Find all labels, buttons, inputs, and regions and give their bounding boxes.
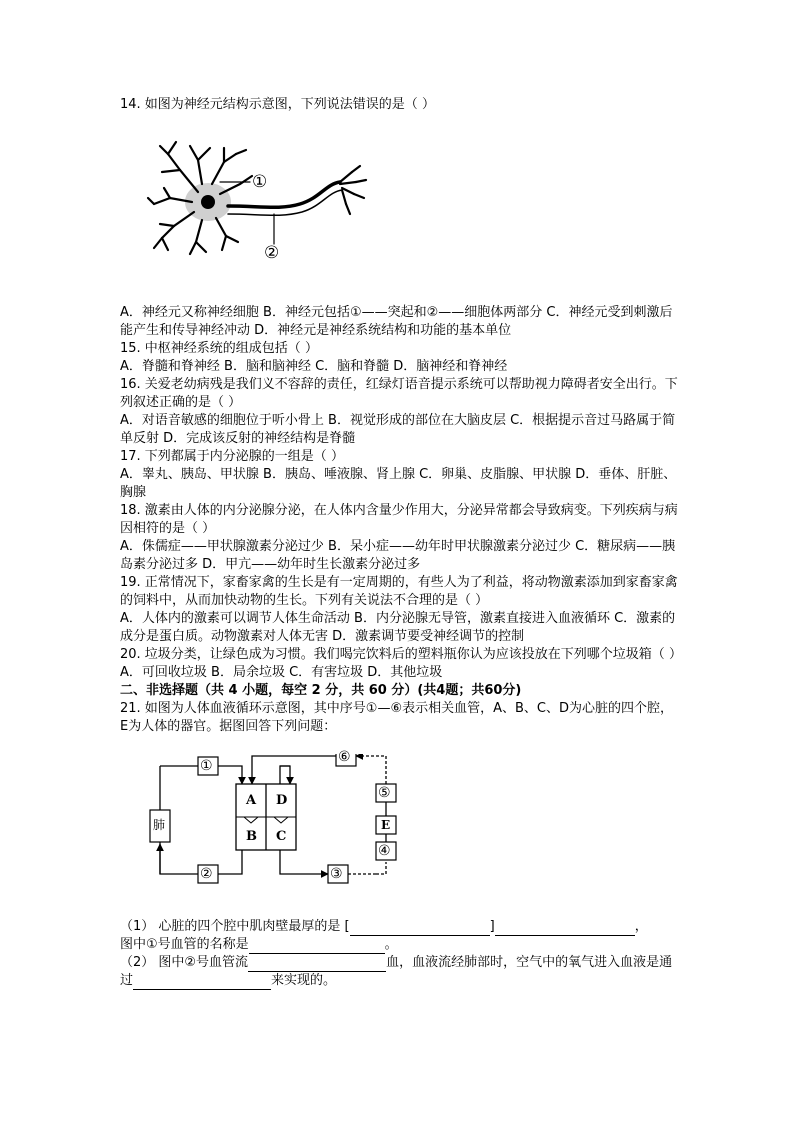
neuron-figure xyxy=(140,132,380,282)
circulation-figure xyxy=(140,749,420,894)
question-page xyxy=(120,96,680,990)
figure-label-2: ② xyxy=(264,243,280,263)
chamber-c: C xyxy=(276,829,287,844)
q21-title: 21. 如图为人体血液循环示意图，其中序号①—⑥表示相关血管，A、B、C、D为心脏的四个腔，E为人体的器官。据图回答下列问题： xyxy=(120,701,674,734)
q19-options: A．人体内的激素可以调节人体生命活动 B．内分泌腺无导管，激素直接进入血液循环 C．激素的成分是蛋白质。动物激素对人体无害 D．激素调节要受神经调节的控制 xyxy=(120,611,676,644)
neuron-diagram xyxy=(140,132,380,282)
q16-title: 16. 关爱老幼病残是我们义不容辞的责任，红绿灯语音提示系统可以帮助视力障碍者安全出行。下列叙述正确的是（ ） xyxy=(120,377,678,410)
q18-title: 18. 激素由人体的内分泌腺分泌，在人体内含量少作用大，分泌异常都会导致病变。下列疾病与病因相符的是（ ） xyxy=(120,503,678,536)
q15-options: A．脊髓和脊神经 B．脑和脑神经 C．脑和脊髓 D．脑神经和脊神经 xyxy=(120,359,508,374)
sub2-text-a: （2） 图中②号血管流 xyxy=(120,955,249,970)
lung-label: 肺 xyxy=(153,818,166,832)
sub1-text-e: 。 xyxy=(384,937,398,952)
q14-title: 14. 如图为神经元结构示意图，下列说法错误的是（ ） xyxy=(120,97,435,112)
q17-options: A．睾丸、胰岛、甲状腺 B．胰岛、唾液腺、肾上腺 C．卵巢、皮脂腺、甲状腺 D．垂体、肝脏、胸腺 xyxy=(120,467,677,500)
q19-title: 19. 正常情况下，家畜家禽的生长是有一定周期的，有些人为了利益，将动物激素添加到家畜家禽的饲料中，从而加快动物的生长。下列有关说法不合理的是（ ） xyxy=(120,575,678,608)
figure-label-1: ① xyxy=(252,172,268,192)
q20-title: 20. 垃圾分类，让绿色成为习惯。我们喝完饮料后的塑料瓶你认为应该投放在下列哪个垃圾箱（ ） xyxy=(120,647,682,662)
sub1-text-d: 图中①号血管的名称是 xyxy=(120,937,249,952)
vessel-5: ⑤ xyxy=(378,785,391,801)
chamber-a: A xyxy=(246,793,257,808)
q21-sub1-line2 xyxy=(120,936,680,954)
answer-blank-chamber[interactable] xyxy=(350,921,490,936)
sub2-text-b: 血，血液流经肺部时，空气中的氧气进入血液是通过 xyxy=(120,955,673,988)
q14-options: A．神经元又称神经细胞 B．神经元包括①——突起和②——细胞体两部分 C．神经元受到刺激后能产生和传导神经冲动 D．神经元是神经系统结构和功能的基本单位 xyxy=(120,305,673,338)
q17-title: 17. 下列都属于内分泌腺的一组是（ ） xyxy=(120,449,344,464)
q16-options: A．对语音敏感的细胞位于听小骨上 B．视觉形成的部位在大脑皮层 C．根据提示音过马路属于简单反射 D．完成该反射的神经结构是脊髓 xyxy=(120,413,676,446)
vessel-6: ⑥ xyxy=(338,749,351,765)
vessel-1: ① xyxy=(200,758,213,774)
q21-sub1-line1 xyxy=(120,918,680,936)
chamber-b: B xyxy=(246,829,257,844)
answer-blank-gas-exchange[interactable] xyxy=(133,975,271,990)
q21-sub2 xyxy=(120,954,680,990)
circulation-diagram xyxy=(140,754,420,894)
organ-e: E xyxy=(381,818,391,832)
vessel-3: ③ xyxy=(330,866,343,882)
q15-title: 15. 中枢神经系统的组成包括（ ） xyxy=(120,341,318,356)
vessel-4: ④ xyxy=(378,843,391,859)
sub1-text-c: ， xyxy=(634,919,648,934)
answer-blank-chamber-name[interactable] xyxy=(495,921,635,936)
answer-blank-blood-type[interactable] xyxy=(248,957,386,972)
q18-options: A．侏儒症——甲状腺激素分泌过少 B．呆小症——幼年时甲状腺激素分泌过少 C．糖尿病——胰岛素分泌过多 D．甲亢——幼年时生长激素分泌过多 xyxy=(120,539,676,572)
q20-options: A．可回收垃圾 B．局余垃圾 C．有害垃圾 D．其他垃圾 xyxy=(120,665,443,680)
section-heading: 二、非选择题（共 4 小题，每空 2 分，共 60 分）(共4题；共60分) xyxy=(120,683,522,698)
sub1-text-b: ] xyxy=(489,919,495,934)
answer-blank-vessel1[interactable] xyxy=(249,939,385,954)
vessel-2: ② xyxy=(200,866,213,882)
sub1-text-a: （1） 心脏的四个腔中肌肉壁最厚的是 [ xyxy=(120,919,350,934)
sub2-text-c: 来实现的。 xyxy=(271,973,337,988)
chamber-d: D xyxy=(276,793,288,808)
